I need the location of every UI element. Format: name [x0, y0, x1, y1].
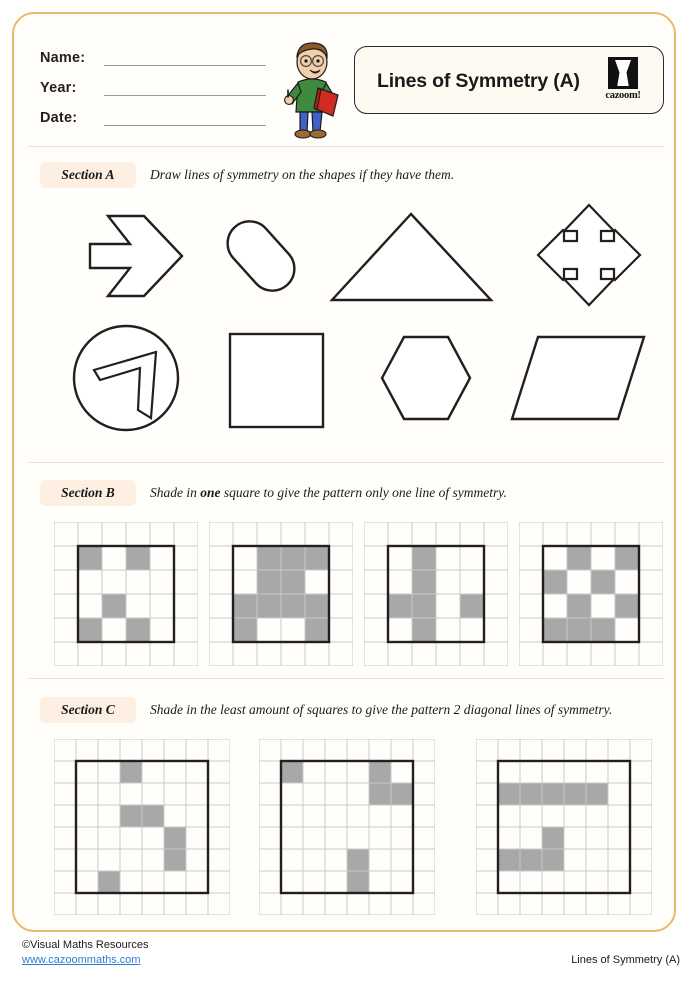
page-title: Lines of Symmetry (A) [377, 69, 580, 92]
footer-left [22, 938, 149, 968]
date-field-row [40, 96, 270, 126]
section-b-grid-3[interactable] [364, 522, 508, 666]
section-b-instruction-post: square to give the pattern only one line of symmetry. [220, 485, 507, 500]
tilted-stadium-shape [206, 204, 316, 308]
shaded-cell[interactable] [412, 594, 436, 618]
shaded-cell[interactable] [543, 570, 567, 594]
section-b-grid-4[interactable] [519, 522, 663, 666]
shaded-cell[interactable] [564, 783, 586, 805]
section-c-grid-1[interactable] [54, 739, 230, 915]
shaded-cell[interactable] [586, 783, 608, 805]
square-shape [226, 330, 330, 430]
date-field-input[interactable] [104, 111, 266, 126]
shaded-cell[interactable] [78, 618, 102, 642]
section-c-grid-3-wrap[interactable] [476, 739, 652, 915]
shaded-cell[interactable] [369, 761, 391, 783]
isosceles-triangle-shape [326, 208, 496, 308]
shaded-cell[interactable] [305, 546, 329, 570]
section-c-grid-2[interactable] [259, 739, 435, 915]
year-field-row [40, 66, 270, 96]
shaded-cell[interactable] [233, 618, 257, 642]
section-b-instruction-pre: Shade in [150, 485, 201, 500]
header-divider [28, 146, 664, 147]
footer-copyright: ©Visual Maths Resources [22, 939, 149, 951]
worksheet-header [14, 14, 674, 132]
section-a-instruction-text: Draw lines of symmetry on the shapes if they have them. [150, 167, 455, 182]
footer-worksheet-label: Lines of Symmetry (A) [571, 954, 680, 966]
shaded-cell[interactable] [305, 594, 329, 618]
section-b-grid-1[interactable] [54, 522, 198, 666]
worksheet-page [12, 12, 676, 932]
name-field-input[interactable] [104, 51, 266, 66]
shaded-cell[interactable] [257, 546, 281, 570]
shaded-cell[interactable] [120, 761, 142, 783]
section-a-divider [28, 462, 664, 463]
worksheet-footer [14, 938, 686, 982]
shaded-cell[interactable] [520, 783, 542, 805]
section-b-header [40, 480, 507, 506]
shaded-cell[interactable] [164, 827, 186, 849]
parallelogram-shape [508, 332, 648, 424]
cazoom-logo [595, 57, 651, 105]
shaded-cell[interactable] [543, 618, 567, 642]
shaded-cell[interactable] [542, 827, 564, 849]
shaded-cell[interactable] [391, 783, 413, 805]
shaded-cell[interactable] [412, 570, 436, 594]
shaded-cell[interactable] [98, 871, 120, 893]
section-b-grid-3-wrap[interactable] [364, 522, 508, 666]
section-c-instruction-text: Shade in the least amount of squares to give the pattern 2 diagonal lines of symmetry. [150, 702, 613, 717]
shaded-cell[interactable] [388, 594, 412, 618]
shaded-cell[interactable] [126, 546, 150, 570]
shaded-cell[interactable] [78, 546, 102, 570]
shaded-cell[interactable] [233, 594, 257, 618]
section-b-grid-2[interactable] [209, 522, 353, 666]
shaded-cell[interactable] [369, 783, 391, 805]
shaded-cell[interactable] [460, 594, 484, 618]
shaded-cell[interactable] [281, 570, 305, 594]
four-way-arrow-shape [534, 202, 644, 308]
section-a-header [40, 162, 454, 188]
section-b-grid-4-wrap[interactable] [519, 522, 663, 666]
name-field-label: Name: [40, 50, 86, 66]
shaded-cell[interactable] [281, 546, 305, 570]
section-b-instruction-bold: one [200, 485, 221, 500]
shaded-cell[interactable] [126, 618, 150, 642]
worksheet-title-box [354, 46, 664, 114]
section-c-header [40, 697, 612, 723]
shaded-cell[interactable] [102, 594, 126, 618]
cazoom-logo-word: cazoom! [605, 90, 641, 101]
shaded-cell[interactable] [542, 849, 564, 871]
year-field-input[interactable] [104, 81, 266, 96]
section-a-instruction [150, 167, 454, 183]
shaded-cell[interactable] [567, 546, 591, 570]
name-field-row [40, 36, 270, 66]
section-b-grid-1-wrap[interactable] [54, 522, 198, 666]
section-b-grid-2-wrap[interactable] [209, 522, 353, 666]
shaded-cell[interactable] [164, 849, 186, 871]
shaded-cell[interactable] [347, 871, 369, 893]
section-b-divider [28, 678, 664, 679]
section-c-grid-3[interactable] [476, 739, 652, 915]
shaded-cell[interactable] [347, 849, 369, 871]
double-chevron-arrow-shape [62, 208, 190, 304]
shaded-cell[interactable] [412, 546, 436, 570]
section-c-pill: Section C [40, 697, 136, 723]
cazoom-logo-icon [608, 57, 638, 89]
date-field-label: Date: [40, 110, 78, 126]
shaded-cell[interactable] [615, 546, 639, 570]
shaded-cell[interactable] [591, 618, 615, 642]
section-b-pill: Section B [40, 480, 136, 506]
shaded-cell[interactable] [142, 805, 164, 827]
section-c-grid-1-wrap[interactable] [54, 739, 230, 915]
section-c-grid-2-wrap[interactable] [259, 739, 435, 915]
shaded-cell[interactable] [498, 849, 520, 871]
hexagon-shape [378, 332, 474, 424]
shaded-cell[interactable] [542, 783, 564, 805]
circle-with-arrow-shape [70, 322, 182, 434]
shaded-cell[interactable] [257, 570, 281, 594]
shaded-cell[interactable] [498, 783, 520, 805]
shaded-cell[interactable] [305, 618, 329, 642]
shaded-cell[interactable] [281, 761, 303, 783]
footer-website-link[interactable]: www.cazoommaths.com [22, 954, 141, 966]
section-b-instruction [150, 485, 507, 501]
section-c-instruction [150, 702, 612, 718]
shaded-cell[interactable] [281, 594, 305, 618]
section-a-pill: Section A [40, 162, 136, 188]
shaded-cell[interactable] [615, 594, 639, 618]
student-info-block [40, 36, 270, 126]
shaded-cell[interactable] [257, 594, 281, 618]
shaded-cell[interactable] [412, 618, 436, 642]
teacher-cartoon-icon [272, 40, 348, 140]
shaded-cell[interactable] [567, 618, 591, 642]
shaded-cell[interactable] [520, 849, 542, 871]
shaded-cell[interactable] [591, 570, 615, 594]
shaded-cell[interactable] [567, 594, 591, 618]
shaded-cell[interactable] [120, 805, 142, 827]
year-field-label: Year: [40, 80, 77, 96]
